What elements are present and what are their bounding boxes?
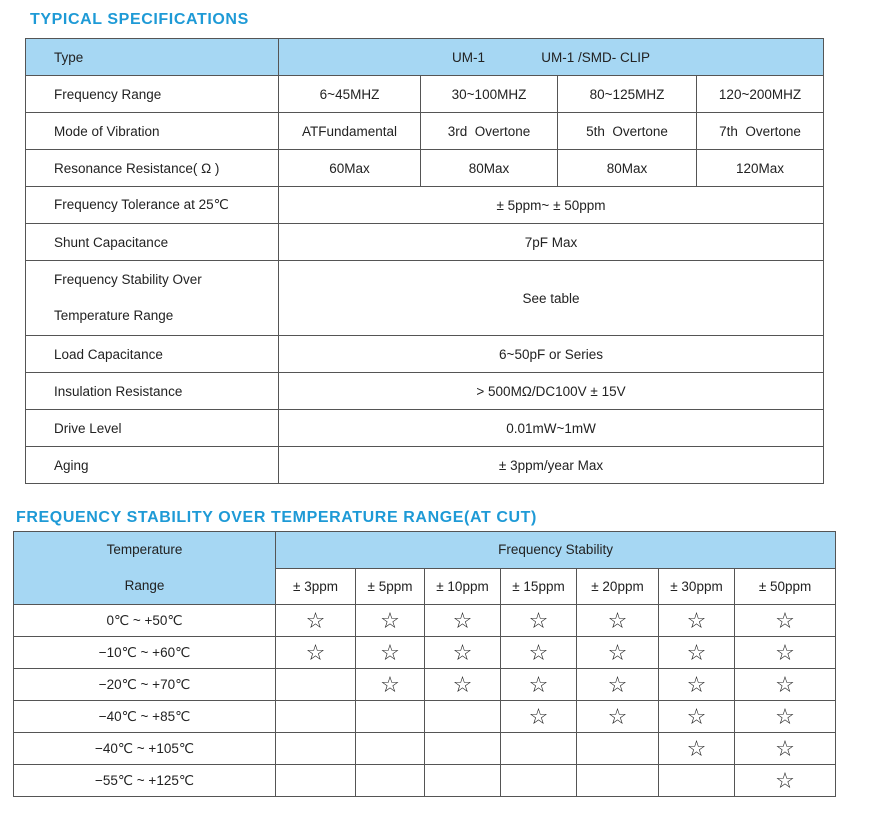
stability-cell: [659, 765, 735, 797]
type-label: Type: [26, 39, 279, 76]
stability-cell: [356, 637, 425, 669]
stability-header-row: [14, 532, 836, 569]
stability-cell: [276, 605, 356, 637]
mode-cell: ATFundamental: [279, 113, 421, 150]
stability-row: [14, 765, 836, 797]
stability-cell: [659, 605, 735, 637]
resonance-cell: 120Max: [697, 150, 824, 187]
stability-row: [14, 605, 836, 637]
ppm-header: ± 15ppm: [501, 568, 577, 605]
mode-label: Mode of Vibration: [26, 113, 279, 150]
temperature-range-header: [14, 532, 276, 605]
stability-cell: [577, 605, 659, 637]
stability-cell: [425, 701, 501, 733]
star-icon: ☆: [775, 639, 795, 665]
resonance-cell: 60Max: [279, 150, 421, 187]
load-label: Load Capacitance: [26, 336, 279, 373]
star-icon: ☆: [528, 639, 549, 665]
spec-row-load: [26, 336, 824, 373]
stability-cell: [501, 733, 577, 765]
frequency-range-label: Frequency Range: [26, 76, 279, 113]
drive-value: 0.01mW~1mW: [279, 410, 824, 447]
stability-row: [14, 733, 836, 765]
star-icon: ☆: [686, 639, 707, 665]
stability-cell: [659, 669, 735, 701]
resonance-cell: 80Max: [421, 150, 558, 187]
stability-cell: [501, 765, 577, 797]
stability-cell: [735, 637, 836, 669]
stability-cell: [356, 605, 425, 637]
star-icon: ☆: [305, 639, 326, 665]
frequency-range-cell: 6~45MHZ: [279, 76, 421, 113]
stability-label-line-1: Frequency Stability Over: [54, 272, 202, 287]
stability-cell: [356, 669, 425, 701]
frequency-range-cell: 80~125MHZ: [558, 76, 697, 113]
insulation-value: > 500MΩ/DC100V ± 15V: [279, 373, 824, 410]
temperature-range-cell: 0℃ ~ +50℃: [14, 605, 276, 637]
resonance-label: Resonance Resistance( Ω ): [26, 150, 279, 187]
type-value: UM-1 UM-1 /SMD- CLIP: [279, 39, 824, 76]
star-icon: ☆: [775, 735, 795, 761]
shunt-label: Shunt Capacitance: [26, 224, 279, 261]
stability-cell: [735, 765, 836, 797]
temperature-header-line-2: Range: [124, 578, 165, 593]
stability-cell: [276, 669, 356, 701]
temperature-range-cell: −40℃ ~ +85℃: [14, 701, 276, 733]
star-icon: ☆: [607, 639, 628, 665]
stability-cell: [735, 669, 836, 701]
temperature-range-cell: −20℃ ~ +70℃: [14, 669, 276, 701]
star-icon: ☆: [686, 735, 707, 761]
load-value: 6~50pF or Series: [279, 336, 824, 373]
star-icon: ☆: [686, 607, 707, 633]
spec-row-mode: [26, 113, 824, 150]
stability-cell: [577, 637, 659, 669]
star-icon: ☆: [380, 607, 400, 633]
aging-value: ± 3ppm/year Max: [279, 447, 824, 484]
drive-label: Drive Level: [26, 410, 279, 447]
stability-cell: [735, 701, 836, 733]
spec-row-resonance: [26, 150, 824, 187]
tolerance-value: ± 5ppm~ ± 50ppm: [279, 187, 824, 224]
stability-cell: [501, 701, 577, 733]
spec-row-frequency-range: [26, 76, 824, 113]
star-icon: ☆: [452, 607, 473, 633]
stability-table: [13, 531, 836, 797]
stability-cell: [276, 765, 356, 797]
star-icon: ☆: [607, 703, 628, 729]
stability-label: [26, 261, 279, 336]
ppm-header: ± 10ppm: [425, 568, 501, 605]
stability-row: [14, 669, 836, 701]
stability-cell: [276, 701, 356, 733]
stability-cell: [501, 637, 577, 669]
ppm-header: ± 3ppm: [276, 568, 356, 605]
specifications-table: [25, 38, 824, 484]
star-icon: ☆: [528, 703, 549, 729]
star-icon: ☆: [686, 671, 707, 697]
stability-row: [14, 701, 836, 733]
ppm-header: ± 5ppm: [356, 568, 425, 605]
star-icon: ☆: [775, 607, 795, 633]
star-icon: ☆: [452, 639, 473, 665]
star-icon: ☆: [775, 767, 795, 793]
ppm-header: ± 20ppm: [577, 568, 659, 605]
stability-cell: [425, 765, 501, 797]
spec-row-type: [26, 39, 824, 76]
shunt-value: 7pF Max: [279, 224, 824, 261]
spec-row-insulation: [26, 373, 824, 410]
stability-cell: [577, 701, 659, 733]
stability-cell: [659, 733, 735, 765]
stability-cell: [577, 765, 659, 797]
star-icon: ☆: [528, 607, 549, 633]
star-icon: ☆: [607, 671, 628, 697]
stability-cell: [276, 637, 356, 669]
stability-cell: [425, 669, 501, 701]
mode-cell: 3rd Overtone: [421, 113, 558, 150]
ppm-header: ± 30ppm: [659, 568, 735, 605]
star-icon: ☆: [305, 607, 326, 633]
spec-row-drive: [26, 410, 824, 447]
stability-cell: [356, 733, 425, 765]
stability-row: [14, 637, 836, 669]
star-icon: ☆: [607, 607, 628, 633]
aging-label: Aging: [26, 447, 279, 484]
temperature-range-cell: −10℃ ~ +60℃: [14, 637, 276, 669]
stability-cell: [501, 669, 577, 701]
stability-label-line-2: Temperature Range: [54, 308, 174, 323]
stability-cell: [501, 605, 577, 637]
star-icon: ☆: [686, 703, 707, 729]
tolerance-label: Frequency Tolerance at 25℃: [26, 187, 279, 224]
spec-row-stability: [26, 261, 824, 336]
stability-cell: [425, 637, 501, 669]
stability-cell: [577, 669, 659, 701]
frequency-stability-header: Frequency Stability: [276, 532, 836, 569]
star-icon: ☆: [775, 703, 795, 729]
spec-row-tolerance: [26, 187, 824, 224]
stability-cell: [577, 733, 659, 765]
stability-cell: [356, 701, 425, 733]
stability-value: See table: [279, 261, 824, 336]
frequency-range-cell: 120~200MHZ: [697, 76, 824, 113]
stability-cell: [735, 605, 836, 637]
stability-cell: [276, 733, 356, 765]
stability-cell: [425, 605, 501, 637]
stability-cell: [659, 637, 735, 669]
star-icon: ☆: [452, 671, 473, 697]
star-icon: ☆: [775, 671, 795, 697]
star-icon: ☆: [528, 671, 549, 697]
spec-row-shunt: [26, 224, 824, 261]
frequency-stability-heading: FREQUENCY STABILITY OVER TEMPERATURE RANGE(AT CUT): [16, 509, 537, 526]
stability-cell: [356, 765, 425, 797]
spec-row-aging: [26, 447, 824, 484]
mode-cell: 7th Overtone: [697, 113, 824, 150]
mode-cell: 5th Overtone: [558, 113, 697, 150]
star-icon: ☆: [380, 671, 400, 697]
stability-cell: [425, 733, 501, 765]
temperature-header-line-1: Temperature: [106, 542, 183, 557]
resonance-cell: 80Max: [558, 150, 697, 187]
frequency-range-cell: 30~100MHZ: [421, 76, 558, 113]
insulation-label: Insulation Resistance: [26, 373, 279, 410]
stability-cell: [735, 733, 836, 765]
stability-cell: [659, 701, 735, 733]
temperature-range-cell: −40℃ ~ +105℃: [14, 733, 276, 765]
temperature-range-cell: −55℃ ~ +125℃: [14, 765, 276, 797]
typical-specifications-heading: TYPICAL SPECIFICATIONS: [30, 11, 249, 28]
ppm-header: ± 50ppm: [735, 568, 836, 605]
star-icon: ☆: [380, 639, 400, 665]
